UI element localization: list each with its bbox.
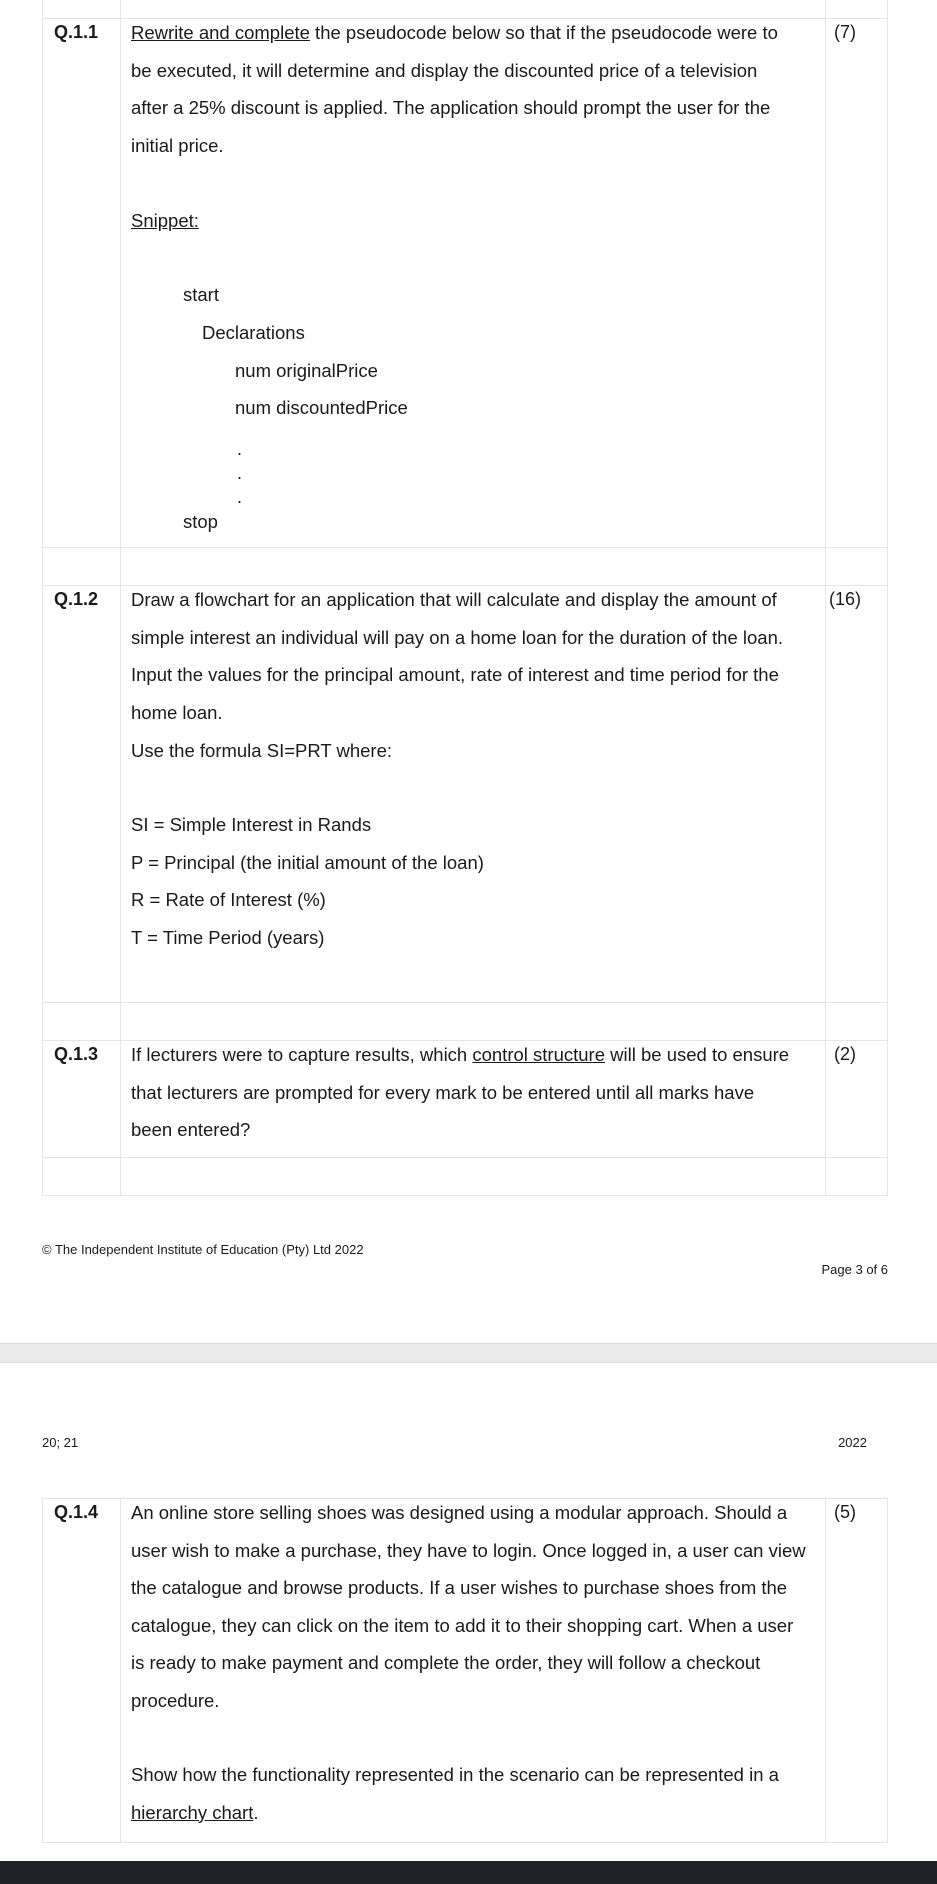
code-ellipsis-dot: . xyxy=(237,463,243,483)
page-separator xyxy=(0,1343,937,1363)
viewer-bottom-bar xyxy=(0,1861,937,1884)
definition-r: R = Rate of Interest (%) xyxy=(131,889,326,911)
code-declarations: Declarations xyxy=(202,322,305,343)
code-ellipsis-dot: . xyxy=(237,487,243,507)
table-spacer-row xyxy=(43,1002,887,1040)
questions-table xyxy=(42,1498,888,1843)
formula-intro: Use the formula SI=PRT where: xyxy=(131,740,393,761)
question-row-q114 xyxy=(43,1499,887,1842)
definition-p: P = Principal (the initial amount of the loan) xyxy=(131,851,484,873)
code-start: start xyxy=(183,284,219,305)
question-number: Q.1.1 xyxy=(54,22,99,42)
instruction-text: Show how the functionality represented in the scenario can be represented in a hierarchy chart. xyxy=(131,1764,779,1823)
question-text: Rewrite and complete the pseudocode below so that if the pseudocode were to be executed, it will determine and display the discounted price of a television after a 25% discount is applied. The application should prompt the user for the initial price. xyxy=(131,22,778,156)
question-text: If lecturers were to capture results, which control structure will be used to ensure that lecturers are prompted for every mark to be entered until all marks have been entered? xyxy=(131,1044,790,1141)
footer-copyright: © The Independent Institute of Education (Pty) Ltd 2022 xyxy=(42,1242,364,1257)
question-marks: (16) xyxy=(829,589,862,609)
question-text: An online store selling shoes was designed using a modular approach. Should a user wish to make a purchase, they have to login. Once logged in, a user can view the catalogue and browse products. If a user wishes to purchase shoes from the catalogue, they can click on the item to add it to their shopping cart. When a user is ready to make payment and complete the order, they will follow a checkout procedure. xyxy=(131,1502,806,1711)
code-stop: stop xyxy=(183,511,218,532)
snippet-label: Snippet: xyxy=(131,210,199,231)
question-marks: (7) xyxy=(834,22,856,42)
header-left: 20; 21 xyxy=(42,1435,79,1450)
definitions-list xyxy=(131,806,821,956)
page-4 xyxy=(0,1363,937,1861)
definition-t: T = Time Period (years) xyxy=(131,926,325,948)
question-row-q111 xyxy=(43,18,887,547)
questions-table xyxy=(42,0,888,1196)
question-text: Draw a flowchart for an application that will calculate and display the amount of simple interest an individual will pay on a home loan for the duration of the loan. Input the values for the principal amount, rate of interest and time period for the home loan. xyxy=(131,589,783,723)
footer-page-number: Page 3 of 6 xyxy=(821,1262,888,1277)
question-row-q113 xyxy=(43,1040,887,1157)
code-ellipsis-dot: . xyxy=(237,439,243,459)
code-var-original-price: num originalPrice xyxy=(235,360,378,381)
instruction-underlined: Rewrite and complete xyxy=(131,22,310,43)
definition-si: SI = Simple Interest in Rands xyxy=(131,814,372,835)
header-right: 2022 xyxy=(838,1435,867,1450)
question-number: Q.1.2 xyxy=(54,589,99,609)
question-marks: (5) xyxy=(834,1502,856,1522)
hierarchy-chart-term: hierarchy chart xyxy=(131,1801,254,1823)
question-number: Q.1.3 xyxy=(54,1044,99,1064)
code-var-discounted-price: num discountedPrice xyxy=(235,397,408,418)
question-marks: (2) xyxy=(834,1044,856,1064)
table-spacer-row xyxy=(43,1157,887,1195)
control-structure-term: control structure xyxy=(472,1044,605,1065)
question-row-q112 xyxy=(43,585,887,1002)
table-spacer-row xyxy=(43,547,887,585)
question-number: Q.1.4 xyxy=(54,1502,99,1522)
